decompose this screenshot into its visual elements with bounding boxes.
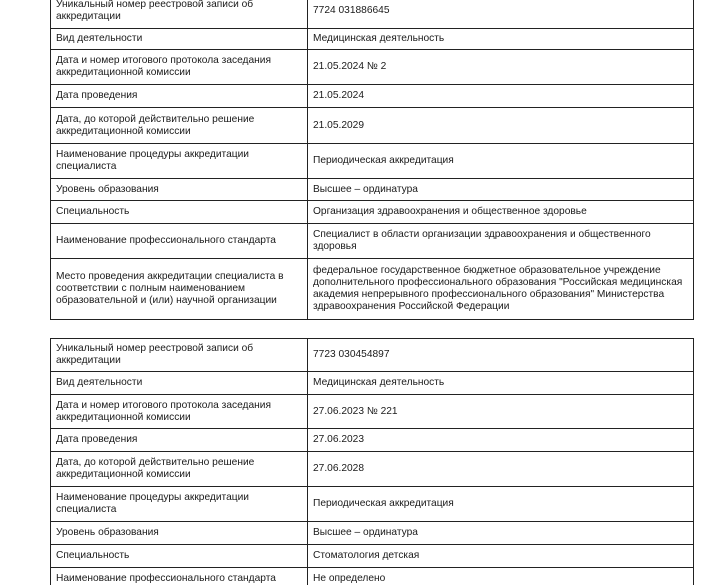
row-professional-standard [51,568,694,585]
label-registry-number: Уникальный номер реестровой записи об аккредитации [51,0,308,29]
label-specialty: Специальность [51,201,308,224]
row-protocol-date-number [51,50,694,85]
value-date-held: 21.05.2024 [308,85,694,108]
value-procedure-name: Периодическая аккредитация [308,144,694,179]
row-activity-type [51,372,694,395]
row-activity-type [51,29,694,50]
value-valid-until: 21.05.2029 [308,108,694,144]
row-protocol-date-number [51,395,694,429]
value-education-level: Высшее – ординатура [308,522,694,545]
row-date-held [51,85,694,108]
row-valid-until [51,452,694,487]
label-education-level: Уровень образования [51,179,308,201]
value-specialty: Организация здравоохранения и общественное здоровье [308,201,694,224]
row-registry-number [51,0,694,29]
accreditation-record-1 [50,0,694,320]
value-education-level: Высшее – ординатура [308,179,694,201]
value-activity-type: Медицинская деятельность [308,372,694,395]
row-accreditation-place [51,259,694,320]
label-education-level: Уровень образования [51,522,308,545]
row-procedure-name [51,487,694,522]
label-protocol-date-number: Дата и номер итогового протокола заседания аккредитационной комиссии [51,50,308,85]
label-protocol-date-number: Дата и номер итогового протокола заседания аккредитационной комиссии [51,395,308,429]
row-registry-number [51,339,694,372]
row-education-level [51,522,694,545]
row-date-held [51,429,694,452]
value-activity-type: Медицинская деятельность [308,29,694,50]
label-specialty: Специальность [51,545,308,568]
value-registry-number: 7723 030454897 [308,339,694,372]
value-professional-standard: Специалист в области организации здравоохранения и общественного здоровья [308,224,694,259]
label-activity-type: Вид деятельности [51,372,308,395]
row-specialty [51,545,694,568]
value-accreditation-place: федеральное государственное бюджетное образовательное учреждение дополнительного профессионального образования "Российская медицинская академия непрерывного профессионального образования" Министерства здравоохранения Российской Федерации [308,259,694,320]
label-date-held: Дата проведения [51,85,308,108]
accreditation-record-2 [50,338,694,585]
value-specialty: Стоматология детская [308,545,694,568]
value-registry-number: 7724 031886645 [308,0,694,29]
label-procedure-name: Наименование процедуры аккредитации специалиста [51,487,308,522]
label-registry-number: Уникальный номер реестровой записи об аккредитации [51,339,308,372]
row-procedure-name [51,144,694,179]
value-valid-until: 27.06.2028 [308,452,694,487]
value-protocol-date-number: 27.06.2023 № 221 [308,395,694,429]
label-valid-until: Дата, до которой действительно решение аккредитационной комиссии [51,452,308,487]
value-professional-standard: Не определено [308,568,694,585]
value-date-held: 27.06.2023 [308,429,694,452]
row-professional-standard [51,224,694,259]
value-procedure-name: Периодическая аккредитация [308,487,694,522]
label-valid-until: Дата, до которой действительно решение аккредитационной комиссии [51,108,308,144]
value-protocol-date-number: 21.05.2024 № 2 [308,50,694,85]
label-professional-standard: Наименование профессионального стандарта [51,224,308,259]
label-date-held: Дата проведения [51,429,308,452]
label-accreditation-place: Место проведения аккредитации специалиста в соответствии с полным наименованием образовательной и (или) научной организации [51,259,308,320]
row-education-level [51,179,694,201]
label-procedure-name: Наименование процедуры аккредитации специалиста [51,144,308,179]
row-valid-until [51,108,694,144]
row-specialty [51,201,694,224]
label-activity-type: Вид деятельности [51,29,308,50]
label-professional-standard: Наименование профессионального стандарта [51,568,308,585]
